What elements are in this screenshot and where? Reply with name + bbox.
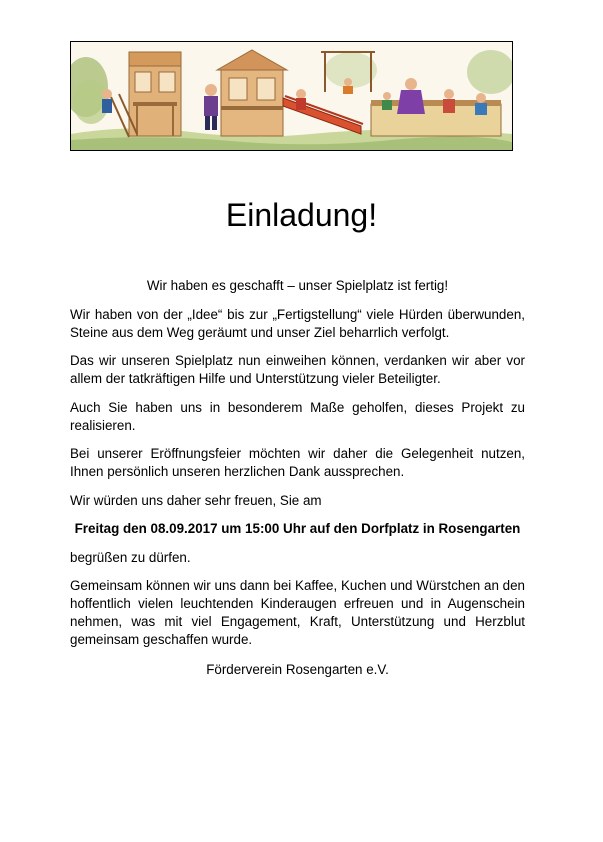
intro-text: Wir haben es geschafft – unser Spielplatz ist fertig! xyxy=(146,278,449,293)
paragraph-thanks-helpers: Das wir unseren Spielplatz nun einweihen können, verdanken wir aber vor allem der tatkräftigen Hilfe und Unterstützung vieler Beteiligter. xyxy=(70,353,525,386)
playground-illustration-graphic xyxy=(71,42,512,150)
paragraph-hurdles: Wir haben von der „Idee“ bis zur „Fertigstellung“ viele Hürden überwunden, Steine aus dem Weg geräumt und unser Ziel beharrlich verfolgt. xyxy=(70,306,525,340)
event-details: Freitag den 08.09.2017 um 15:00 Uhr auf den Dorfplatz in Rosengarten xyxy=(74,521,521,536)
paragraph-opening-party: Bei unserer Eröffnungsfeier möchten wir daher die Gelegenheit nutzen, Ihnen persönlich unseren herzlichen Dank aussprechen. xyxy=(70,446,525,479)
paragraph-invitation-lead: Wir würden uns daher sehr freuen, Sie am xyxy=(70,492,322,508)
invitation-body xyxy=(70,277,525,690)
signature: Förderverein Rosengarten e.V. xyxy=(206,662,389,677)
paragraph-together: Gemeinsam können wir uns dann bei Kaffee, Kuchen und Würstchen an den hoffentlich vielen leuchtenden Kinderaugen erfreuen und in Augenschein nehmen, was mit viel Engagement, Kraft, Unterstützung und Herzblut gemeinsam geschaffen wurde. xyxy=(70,578,525,647)
playground-illustration xyxy=(70,41,513,151)
paragraph-your-help: Auch Sie haben uns in besonderem Maße geholfen, dieses Projekt zu realisieren. xyxy=(70,399,525,433)
paragraph-greeting: begrüßen zu dürfen. xyxy=(70,549,191,565)
page-title: Einladung! xyxy=(225,197,378,233)
